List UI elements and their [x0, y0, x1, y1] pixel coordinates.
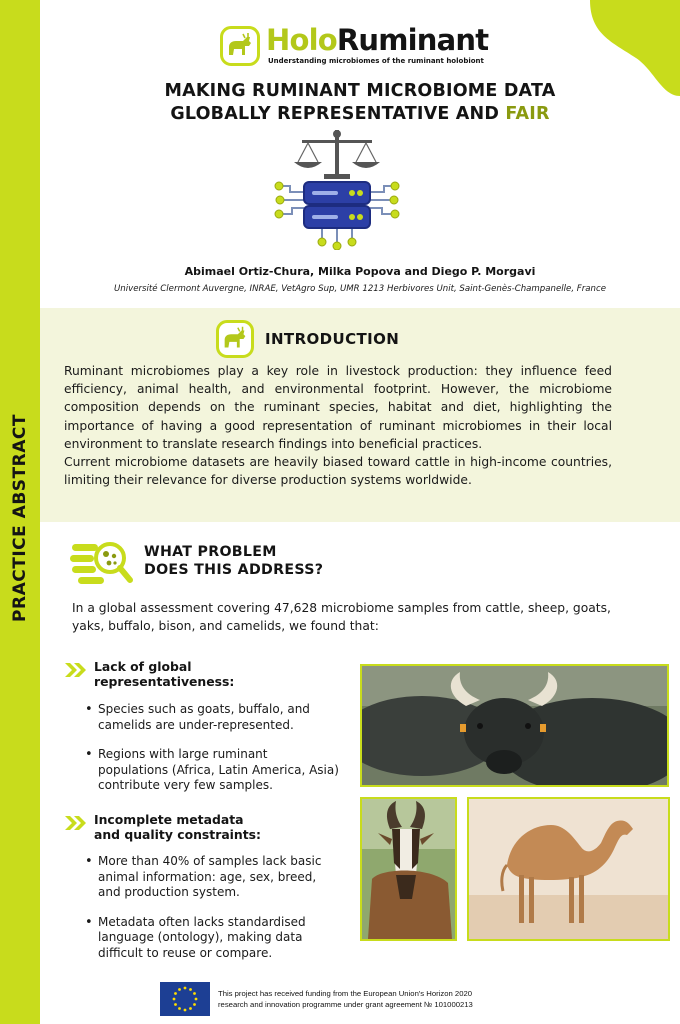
- microbe-search-icon: [70, 536, 134, 586]
- chevron-right-icon: [64, 661, 88, 679]
- title-line-2: [40, 103, 680, 126]
- finding-heading-metadata: [64, 812, 261, 842]
- chevron-right-icon: [64, 814, 88, 832]
- authors: Abimael Ortiz-Chura, Milka Popova and Diego P. Morgavi: [184, 265, 536, 278]
- goat-photo: [360, 797, 457, 941]
- finding-heading-text: [94, 812, 261, 842]
- finding-heading-line: and quality constraints:: [94, 827, 261, 842]
- list-item: • Species such as goats, buffalo, and camelids are under-represented.: [84, 702, 340, 733]
- buffalo-photo: [360, 664, 669, 787]
- camel-photo: [467, 797, 670, 941]
- finding-heading-line: representativeness:: [94, 674, 235, 689]
- problem-heading-line-1: WHAT PROBLEM: [144, 544, 277, 560]
- sidebar-strip: [0, 0, 40, 1024]
- finding-heading-line: Lack of global: [94, 659, 192, 674]
- title-fair-highlight: FAIR: [505, 104, 550, 124]
- brand-name: [266, 22, 488, 58]
- title-line-2-prefix: GLOBALLY REPRESENTATIVE AND: [170, 104, 506, 124]
- funding-line-2: research and innovation programme under grant agreement № 101000213: [218, 1000, 473, 1009]
- funding-notice: [160, 982, 473, 1016]
- brand-name-holo: Holo: [266, 23, 337, 57]
- funding-line-1: This project has received funding from the European Union's Horizon 2020: [218, 989, 473, 998]
- introduction-text: [64, 362, 612, 489]
- practice-abstract-label: PRACTICE ABSTRACT: [10, 414, 30, 622]
- finding-heading-line: Incomplete metadata: [94, 812, 244, 827]
- funding-text: [218, 988, 473, 1010]
- affiliation: Université Clermont Auvergne, INRAE, VetAgro Sup, UMR 1213 Herbivores Unit, Saint-Genès-Champanelle, France: [114, 284, 606, 294]
- scale-server-icon: [272, 128, 402, 250]
- eu-flag-icon: [160, 982, 210, 1016]
- introduction-paragraph-1: Ruminant microbiomes play a key role in livestock production: they influence feed efficiency, animal health, and environmental footprint. However, the microbiome composition depends on the ruminant species, habitat and diet, highlighting the importance of having a good representation of ruminant microbiomes in their local environment to translate research findings into beneficial practices.: [64, 364, 612, 451]
- finding-heading-representativeness: [64, 659, 234, 689]
- problem-heading: [144, 543, 323, 579]
- list-item: • Regions with large ruminant populations (Africa, Latin America, Asia) contribute very few samples.: [84, 747, 340, 794]
- finding-bullets-representativeness: [84, 702, 340, 808]
- title-line-1: MAKING RUMINANT MICROBIOME DATA: [164, 81, 556, 101]
- finding-bullets-metadata: [84, 854, 340, 975]
- page-title: [40, 80, 680, 126]
- introduction-heading: INTRODUCTION: [265, 330, 400, 348]
- brand-tagline: Understanding microbiomes of the ruminant holobiont: [268, 57, 484, 65]
- assessment-text: In a global assessment covering 47,628 microbiome samples from cattle, sheep, goats, yaks, buffalo, bison, and camelids, we found that:: [72, 601, 611, 633]
- brand-name-ruminant: Ruminant: [336, 23, 489, 57]
- ruminant-logo-icon: [220, 26, 260, 66]
- list-item: • More than 40% of samples lack basic animal information: age, sex, breed, and production system.: [84, 854, 340, 901]
- list-item: • Metadata often lacks standardised language (ontology), making data difficult to reuse or compare.: [84, 915, 340, 962]
- problem-heading-line-2: DOES THIS ADDRESS?: [144, 562, 324, 578]
- introduction-paragraph-2: Current microbiome datasets are heavily biased toward cattle in high-income countries, limiting their relevance for diverse production systems worldwide.: [64, 455, 612, 488]
- holoruminant-logo: [220, 22, 489, 70]
- finding-heading-text: [94, 659, 234, 689]
- ruminant-logo-icon: [216, 320, 254, 358]
